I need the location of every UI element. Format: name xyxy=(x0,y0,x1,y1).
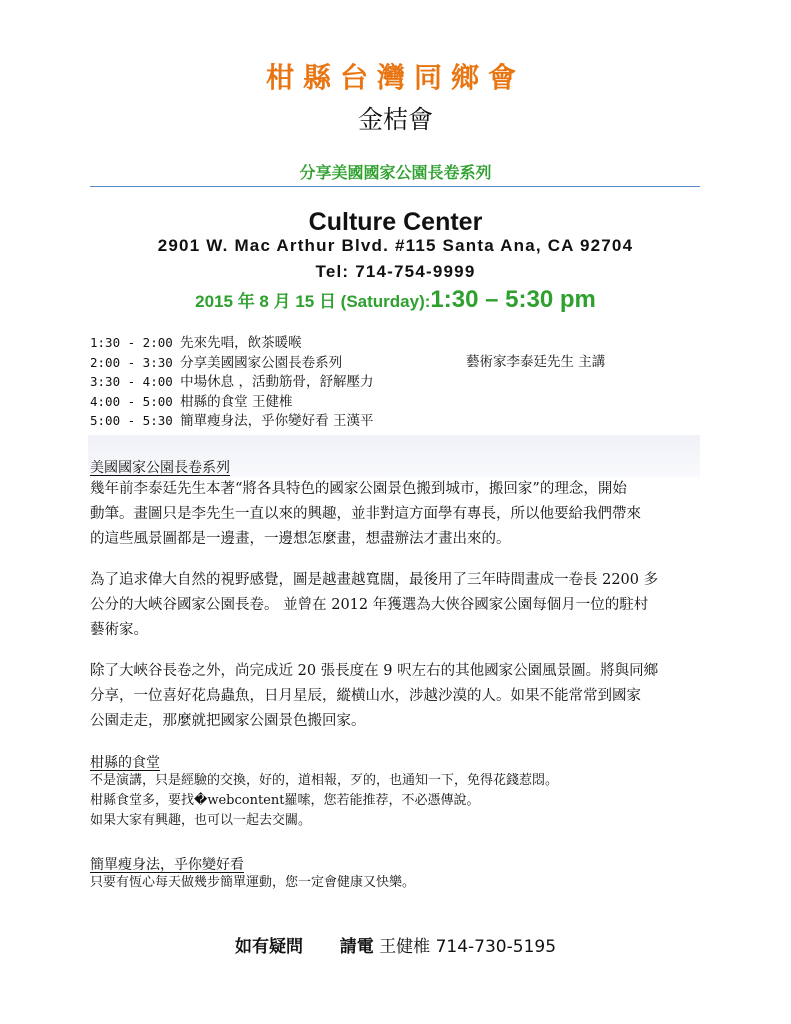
schedule-time: 5:00 - 5:30 xyxy=(90,413,173,428)
venue-name: Culture Center xyxy=(308,208,483,236)
schedule-speaker: 藝術家李泰廷先生 主講 xyxy=(466,353,606,370)
contact-call-label: 請電 xyxy=(339,937,374,957)
paragraph-line: 分享，一位喜好花鳥蟲魚，日月星辰，縱横山水，涉越沙漠的人。如果不能常常到國家 xyxy=(90,688,641,704)
parks-paragraph-3 xyxy=(90,659,702,734)
parks-paragraph-2 xyxy=(90,568,702,643)
schedule-activity: 簡單瘦身法，乎你變好看 王漢平 xyxy=(180,413,374,429)
contact-person-phone: 王健椎 714-730-5195 xyxy=(379,937,557,957)
paragraph-line: 不是演講，只是經驗的交換，好的，道相報，歹的，也通知一下，免得花錢惹悶。 xyxy=(90,773,559,788)
event-datetime xyxy=(0,286,791,314)
schedule-row xyxy=(90,333,700,353)
schedule-list xyxy=(90,333,700,431)
paragraph-line: 除了大峽谷長卷之外，尚完成近 20 張長度在 9 呎左右的其他國家公園風景圖。將與同鄉 xyxy=(90,663,659,679)
schedule-time: 2:00 - 3:30 xyxy=(90,354,173,370)
venue-address: 2901 W. Mac Arthur Blvd. #115 Santa Ana, CA 92704 xyxy=(157,236,634,255)
paragraph-line: 公園走走，那麼就把國家公園景色搬回家。 xyxy=(90,713,366,729)
schedule-time: 3:30 - 4:00 xyxy=(90,374,173,389)
paragraph-line: 如果大家有興趣，也可以一起去交關。 xyxy=(90,813,312,828)
paragraph-line: 的這些風景圖都是一邊畫，一邊想怎麼畫，想盡辦法才畫出來的。 xyxy=(90,531,511,547)
header-divider xyxy=(90,186,700,187)
event-time: 1:30 – 5:30 pm xyxy=(430,286,596,313)
schedule-row xyxy=(90,392,700,412)
event-date: 2015 年 8 月 15 日 (Saturday): xyxy=(195,292,431,311)
sub-title: 金桔會 xyxy=(357,105,433,134)
schedule-activity: 先來先唱，飲茶暖喉 xyxy=(180,335,302,351)
schedule-row xyxy=(90,411,700,431)
food-section-body xyxy=(90,771,702,831)
food-section-heading: 柑縣的食堂 xyxy=(90,755,160,771)
schedule-row xyxy=(90,353,700,373)
org-title: 柑縣台灣同鄉會 xyxy=(265,61,525,94)
paragraph-line: 藝術家。 xyxy=(90,622,148,638)
venue-phone: Tel: 714-754-9999 xyxy=(315,262,476,281)
paragraph-line: 為了追求偉大自然的視野感覺，圖是越畫越寬闊，最後用了三年時間畫成一卷長 2200 多 xyxy=(90,572,659,588)
contact-line xyxy=(0,932,791,957)
schedule-time: 1:30 - 2:00 xyxy=(90,335,173,350)
paragraph-line: 柑縣食堂多，要找�webcontent羅嗦，您若能推荐，不必憑傳說。 xyxy=(90,793,480,808)
fitness-section-body xyxy=(90,873,702,893)
schedule-activity: 分享美國國家公園長卷系列 xyxy=(180,354,343,371)
contact-question-label: 如有疑問 xyxy=(234,937,303,957)
schedule-time: 4:00 - 5:00 xyxy=(90,393,173,409)
series-title: 分享美國國家公園長卷系列 xyxy=(299,163,492,182)
parks-section-heading: 美國國家公園長卷系列 xyxy=(90,460,230,476)
schedule-row xyxy=(90,372,700,392)
schedule-activity: 中場休息 ，活動筋骨，舒解壓力 xyxy=(180,374,374,390)
parks-paragraph-1 xyxy=(90,477,702,552)
fitness-section-heading: 簡單瘦身法，乎你變好看 xyxy=(90,857,244,873)
paragraph-line: 只要有恆心每天做幾步簡單運動，您一定會健康又快樂。 xyxy=(90,875,416,890)
paragraph-line: 幾年前李泰廷先生本著“將各具特色的國家公園景色搬到城市，搬回家”的理念，開始 xyxy=(90,481,627,497)
paragraph-line: 公分的大峽谷國家公園長卷。 並曾在 2012 年獲選為大俠谷國家公園每個月一位的駐村 xyxy=(90,597,649,613)
schedule-activity: 柑縣的食堂 王健椎 xyxy=(180,393,293,410)
paragraph-line: 動筆。畫圖只是李先生一直以來的興趣，並非對這方面學有專長，所以他要給我們帶來 xyxy=(90,506,641,522)
